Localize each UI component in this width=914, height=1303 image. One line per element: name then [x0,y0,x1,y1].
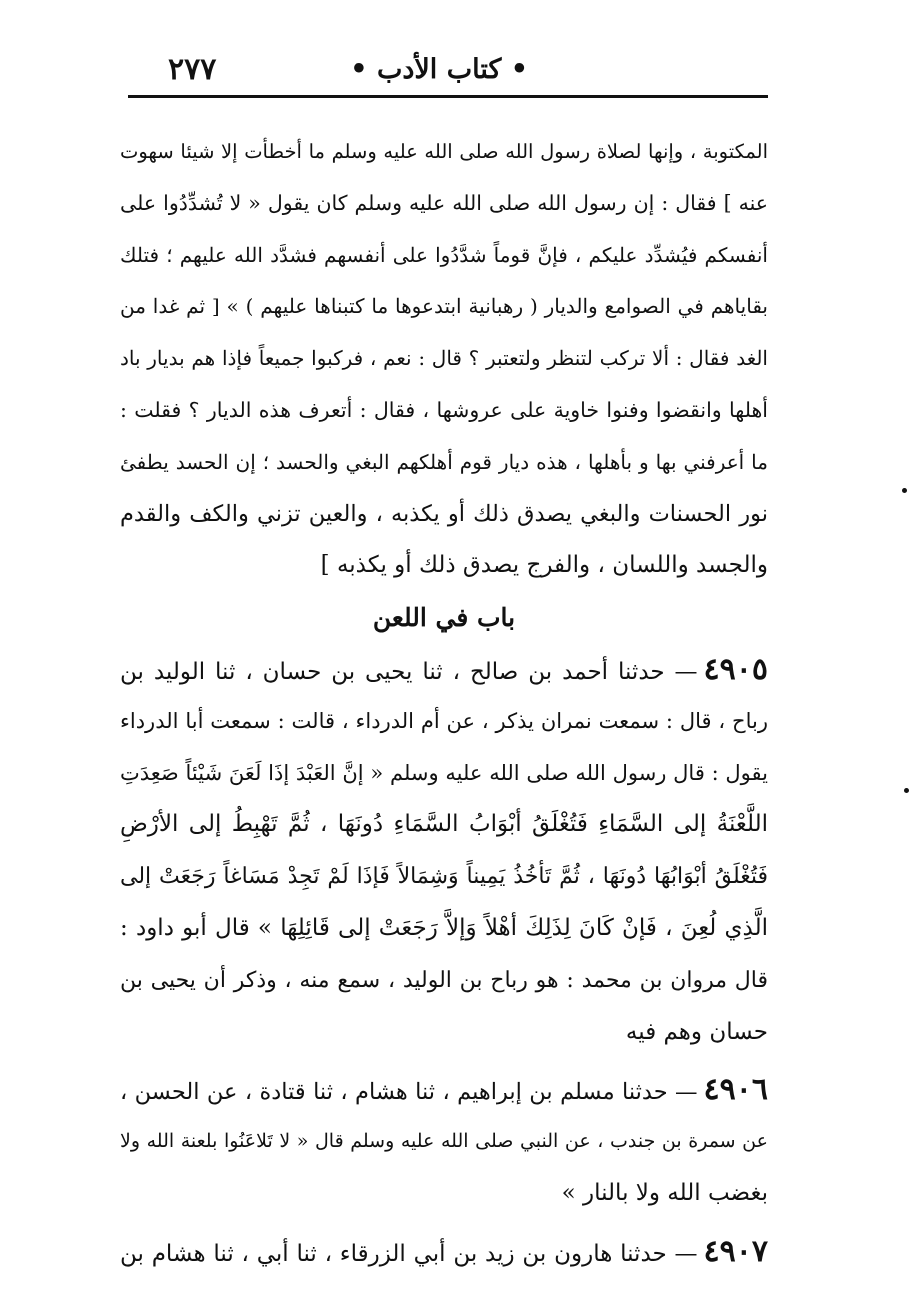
text-segment: — حدثنا أحمد بن صالح ، ثنا يحيى بن حسان ، ثنا الوليد بن [120,658,698,685]
scan-speck [904,788,909,793]
text-line: نور الحسنات والبغي يصدق ذلك أو يكذبه ، والعين تزني والكف والقدم [120,500,768,527]
text-line: بقاياهم في الصوامع والديار ( رهبانية ابتدعوها ما كتبناها عليهم ) » [ ثم غدا من [120,294,768,319]
text-segment: — حدثنا هارون بن زيد بن أبي الزرقاء ، ثنا أبي ، ثنا هشام بن [120,1240,698,1267]
text-line: اللَّعْنَةُ إلى السَّمَاءِ فَتُغْلَقُ أبْوَابُ السَّمَاءِ دُونَهَا ، ثُمَّ تَهْبِطُ إلى الأرْضِ [120,811,768,838]
hadith-4906-first-line [120,1064,768,1116]
hadith-4905-first-line [120,644,768,696]
hadith-number: ٤٩٠٧ [703,1233,768,1269]
page-number: ٢٧٧ [168,52,217,87]
text-line: بغضب الله ولا بالنار » [561,1179,768,1206]
text-line: قال مروان بن محمد : هو رباح بن الوليد ، سمع منه ، وذكر أن يحيى بن [120,967,768,993]
text-segment: — حدثنا مسلم بن إبراهيم ، ثنا هشام ، ثنا قتادة ، عن الحسن ، [120,1079,698,1106]
section-heading: باب في اللعن [372,603,516,633]
text-line: المكتوبة ، وإنها لصلاة رسول الله صلى الله عليه وسلم ما أخطأت إلا شيئا سهوت [120,140,768,163]
text-line: الغد فقال : ألا تركب لتنظر ولتعتبر ؟ قال : نعم ، فركبوا جميعاً فإذا هم بديار باد [120,346,768,371]
text-line: والجسد واللسان ، والفرج يصدق ذلك أو يكذبه ] [320,552,768,579]
text-line: عنه ] فقال : إن رسول الله صلى الله عليه وسلم كان يقول « لا تُشدِّدُوا على [120,190,768,215]
text-line: عن سمرة بن جندب ، عن النبي صلى الله عليه وسلم قال « لا تَلاعَنُوا بلعنة الله ولا [120,1130,768,1153]
text-line: أنفسكم فيُشدِّد عليكم ، فإنَّ قوماً شدَّدُوا على أنفسهم فشدَّد الله عليهم ؛ فتلك [120,242,768,267]
page-header [128,48,768,92]
header-rule [128,95,768,98]
text-line: حسان وهم فيه [625,1018,768,1045]
text-line: فَتُغْلَقُ أبْوَابُهَا دُونَهَا ، ثُمَّ تَأخُذُ يَمِيناً وَشِمَالاً فَإذَا لَمْ تَجِدْ مَسَاغاً رَجَعَتْ إلى [120,864,768,890]
running-title: • كتاب الأدب • [350,54,528,85]
hadith-number: ٤٩٠٦ [703,1072,768,1108]
text-line: الَّذِي لُعِنَ ، فَإنْ كَانَ لِذَلِكَ أهْلاً وَإلاَّ رَجَعَتْ إلى قَائِلِهَا » قال أبو داود : [120,914,768,941]
text-line: أهلها وانقضوا وفنوا خاوية على عروشها ، فقال : أتعرف هذه الديار ؟ فقلت : [120,397,768,422]
text-line: ما أعرفني بها و بأهلها ، هذه ديار قوم أهلكهم البغي والحسد ؛ إن الحسد يطفئ [120,449,768,474]
page-body [120,126,768,1278]
hadith-number: ٤٩٠٥ [703,651,768,687]
text-line: يقول : قال رسول الله صلى الله عليه وسلم « إنَّ العَبْدَ إذَا لَعَنَ شَيْئاً صَعِدَتِ [120,760,768,785]
scan-speck [902,488,907,493]
hadith-4907-first-line [120,1226,768,1278]
text-line: رباح ، قال : سمعت نمران يذكر ، عن أم الدرداء ، قالت : سمعت أبا الدرداء [120,708,768,733]
